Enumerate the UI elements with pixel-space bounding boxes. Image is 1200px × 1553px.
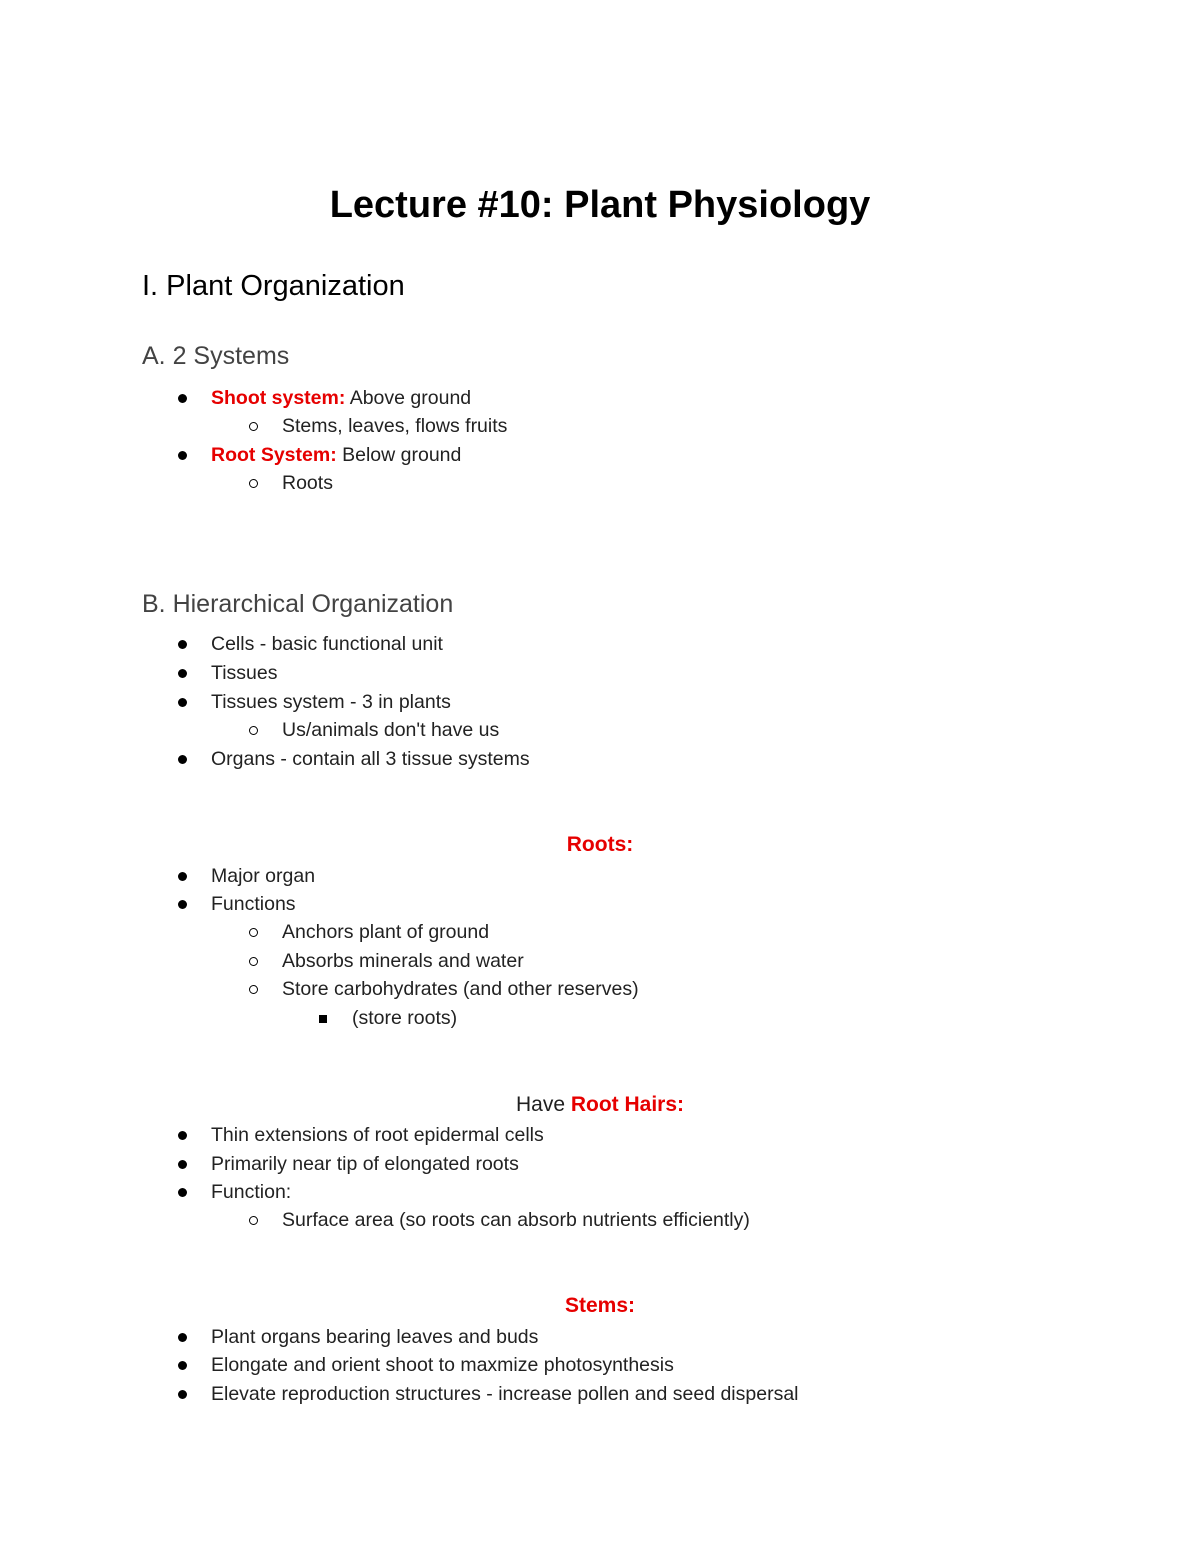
bullet-circle-icon [249,422,258,431]
bullet-disc-icon [178,451,187,460]
bullet-circle-icon [249,928,258,937]
bullet-disc-icon [178,872,187,881]
list-item: Tissues [211,662,278,684]
list-item: Elongate and orient shoot to maxmize photosynthesis [211,1354,674,1376]
root-system-text: Below ground [336,444,462,466]
bullet-disc-icon [178,394,187,403]
list-item: Elevate reproduction structures - increase pollen and seed dispersal [211,1383,799,1405]
list-item: Major organ [211,865,316,887]
bullet-circle-icon [249,726,258,735]
list-item: Thin extensions of root epidermal cells [211,1124,544,1146]
bullet-disc-icon [178,1131,187,1140]
root-hairs-heading [0,1092,1200,1118]
bullet-disc-icon [178,698,187,707]
page-title: Lecture #10: Plant Physiology [329,184,871,226]
list-item: Store carbohydrates (and other reserves) [282,978,639,1000]
list-item-roots: Roots [282,472,333,494]
bullet-circle-icon [249,1216,258,1225]
bullet-disc-icon [178,1160,187,1169]
bullet-circle-icon [249,957,258,966]
root-hairs-heading-prefix: Have [515,1093,571,1116]
list-item: Functions [211,893,296,915]
list-item: Plant organs bearing leaves and buds [211,1326,539,1348]
list-item-shoot-system [211,386,471,410]
subsection-heading-2-systems: A. 2 Systems [142,342,290,370]
bullet-disc-icon [178,640,187,649]
list-item-stems-leaves: Stems, leaves, flows fruits [282,415,508,437]
list-item: (store roots) [352,1007,458,1029]
list-item: Absorbs minerals and water [282,950,524,972]
list-item-root-system [211,443,461,467]
bullet-disc-icon [178,1188,187,1197]
list-item: Primarily near tip of elongated roots [211,1153,519,1175]
list-item: Us/animals don't have us [282,719,500,741]
shoot-system-label: Shoot system: [211,387,346,409]
subsection-heading-hierarchical-organization: B. Hierarchical Organization [142,590,454,618]
bullet-disc-icon [178,669,187,678]
stems-heading: Stems: [564,1294,636,1317]
bullet-disc-icon [178,1333,187,1342]
bullet-disc-icon [178,1390,187,1399]
list-item: Tissues system - 3 in plants [211,691,451,713]
list-item: Cells - basic functional unit [211,633,443,655]
root-system-label: Root System: [211,444,337,466]
list-item: Surface area (so roots can absorb nutrients efficiently) [282,1209,750,1231]
bullet-circle-icon [249,985,258,994]
roots-heading: Roots: [566,833,634,856]
bullet-disc-icon [178,1361,187,1370]
root-hairs-heading-label: Root Hairs: [570,1093,685,1116]
list-item: Organs - contain all 3 tissue systems [211,748,530,770]
list-item: Function: [211,1181,292,1203]
bullet-disc-icon [178,755,187,764]
section-heading-plant-organization: I. Plant Organization [142,270,405,302]
bullet-disc-icon [178,900,187,909]
shoot-system-text: Above ground [345,387,472,409]
bullet-circle-icon [249,479,258,488]
bullet-square-icon [319,1015,327,1023]
list-item: Anchors plant of ground [282,921,490,943]
